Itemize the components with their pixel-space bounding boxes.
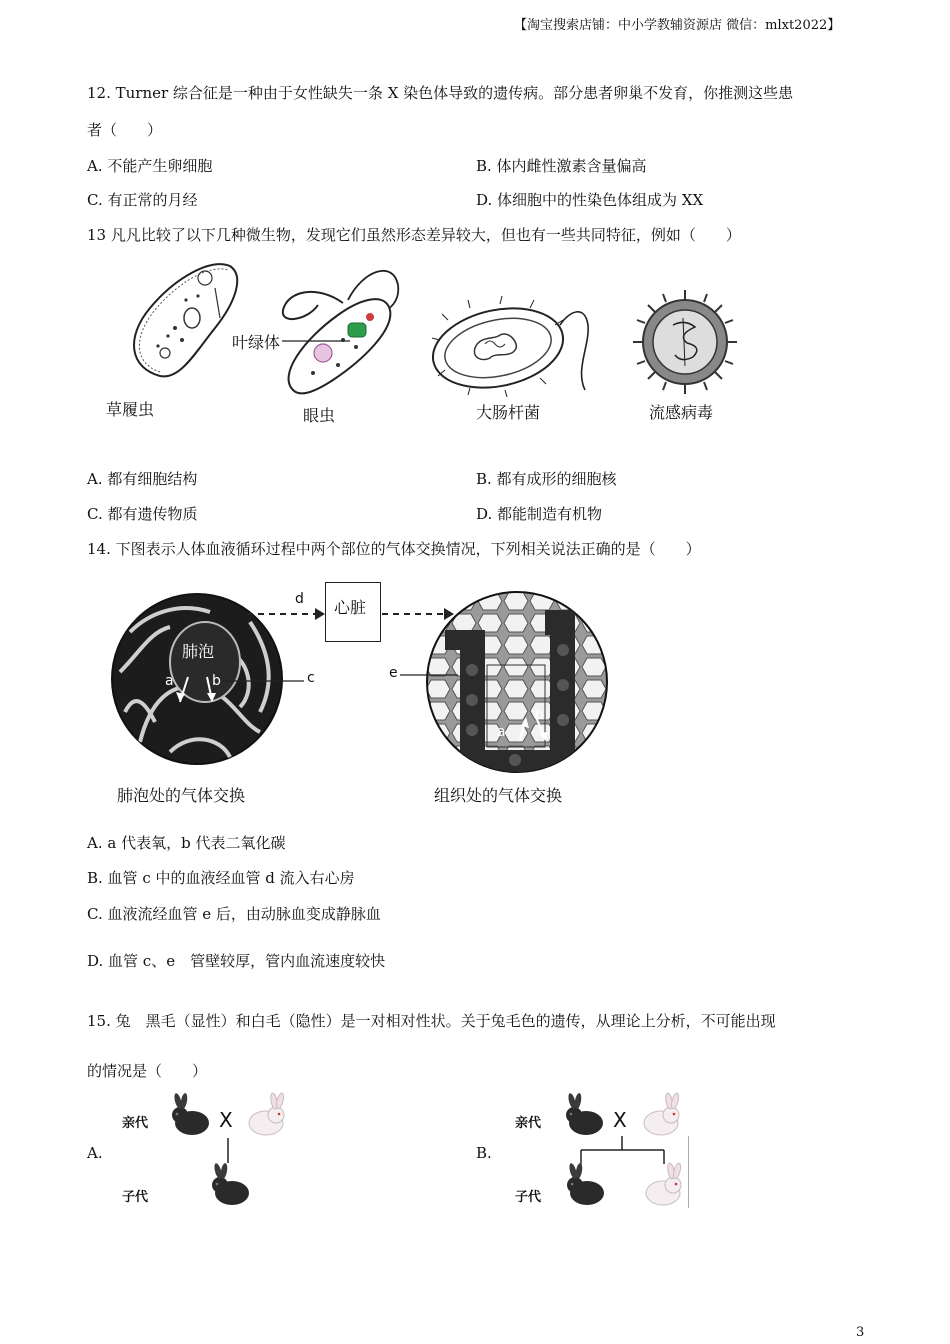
q12-stem-line1: 12. Turner 综合征是一种由于女性缺失一条 X 染色体导致的遗传病。部分患者卵巢不发育，你推测这些患 <box>87 84 794 102</box>
chloroplast-pointer-line <box>282 340 352 342</box>
q14-option-b: B. 血管 c 中的血液经血管 d 流入右心房 <box>87 869 355 887</box>
q13-option-b: B. 都有成形的细胞核 <box>476 470 617 488</box>
q14-option-d: D. 血管 c、e 管壁较厚，管内血流速度较快 <box>87 952 386 970</box>
white-rabbit-icon <box>639 1165 685 1207</box>
tissue-illustration <box>425 590 610 775</box>
gas-b-label-left: b <box>212 673 221 689</box>
black-rabbit-icon <box>563 1165 607 1207</box>
q14-stem: 14. 下图表示人体血液循环过程中两个部位的气体交换情况，下列相关说法正确的是（ ） <box>87 540 701 558</box>
offspring-label-a: 子代 <box>122 1190 149 1205</box>
q15-option-a: A. <box>87 1144 103 1162</box>
q12-option-d: D. 体细胞中的性染色体组成为 XX <box>476 191 704 209</box>
shop-notice: 【淘宝搜索店铺：中小学教辅资源店 微信：mlxt2022】 <box>514 18 841 33</box>
white-rabbit-icon <box>637 1095 683 1137</box>
chloroplast-label: 叶绿体 <box>232 333 281 352</box>
black-rabbit-icon <box>562 1095 606 1137</box>
divider-line <box>688 1136 689 1208</box>
cross-symbol-b: X <box>613 1108 627 1132</box>
influenza-virus-illustration <box>633 290 737 394</box>
alveolus-label: 肺泡 <box>182 642 215 661</box>
q13-option-a: A. 都有细胞结构 <box>87 470 198 488</box>
cross-symbol-a: X <box>219 1108 233 1132</box>
vessel-e-pointer <box>400 674 460 676</box>
gas-a-label-left: a <box>165 673 174 689</box>
paramecium-illustration <box>120 258 245 388</box>
vessel-c-pointer <box>222 680 306 682</box>
inheritance-branch-b <box>578 1136 670 1166</box>
inheritance-line-a <box>226 1138 230 1164</box>
offspring-label-b: 子代 <box>515 1190 542 1205</box>
gas-a-label-right: a <box>497 724 506 740</box>
q14-option-c: C. 血液流经血管 e 后，由动脉血变成静脉血 <box>87 905 381 923</box>
vessel-e-label: e <box>389 665 398 681</box>
q12-option-c: C. 有正常的月经 <box>87 191 198 209</box>
q13-option-d: D. 都能制造有机物 <box>476 505 603 523</box>
arrow-to-heart <box>247 607 327 621</box>
q15-stem-line2: 的情况是（ ） <box>87 1062 208 1080</box>
euglena-illustration <box>278 265 403 405</box>
q12-option-b: B. 体内雌性激素含量偏高 <box>476 157 647 175</box>
influenza-label: 流感病毒 <box>649 403 714 422</box>
euglena-label: 眼虫 <box>303 406 336 425</box>
caption-tissue-exchange: 组织处的气体交换 <box>434 786 563 805</box>
q13-option-c: C. 都有遗传物质 <box>87 505 198 523</box>
white-rabbit-icon <box>242 1095 288 1137</box>
q13-stem: 13 凡凡比较了以下几种微生物，发现它们虽然形态差异较大，但也有一些共同特征，例如（ ） <box>87 226 741 244</box>
black-rabbit-icon <box>168 1095 212 1137</box>
parents-label-a: 亲代 <box>122 1116 149 1131</box>
vessel-d-label: d <box>295 591 304 607</box>
ecoli-illustration <box>430 300 595 395</box>
parents-label-b: 亲代 <box>515 1116 542 1131</box>
q12-option-a: A. 不能产生卵细胞 <box>87 157 213 175</box>
ecoli-label: 大肠杆菌 <box>476 403 541 422</box>
paramecium-label: 草履虫 <box>106 400 155 419</box>
page-number: 3 <box>856 1325 865 1340</box>
q15-option-b: B. <box>476 1144 492 1162</box>
q15-stem-line1: 15. 兔 黑毛（显性）和白毛（隐性）是一对相对性状。关于兔毛色的遗传，从理论上分析，不可能出现 <box>87 1012 776 1030</box>
black-rabbit-icon <box>208 1165 252 1207</box>
heart-label: 心脏 <box>334 598 367 617</box>
vessel-c-label: c <box>307 670 315 686</box>
caption-alveolus-exchange: 肺泡处的气体交换 <box>117 786 246 805</box>
gas-b-label-right: b <box>535 707 544 723</box>
q14-option-a: A. a 代表氧，b 代表二氧化碳 <box>87 834 286 852</box>
q12-stem-line2: 者（ ） <box>87 121 163 139</box>
